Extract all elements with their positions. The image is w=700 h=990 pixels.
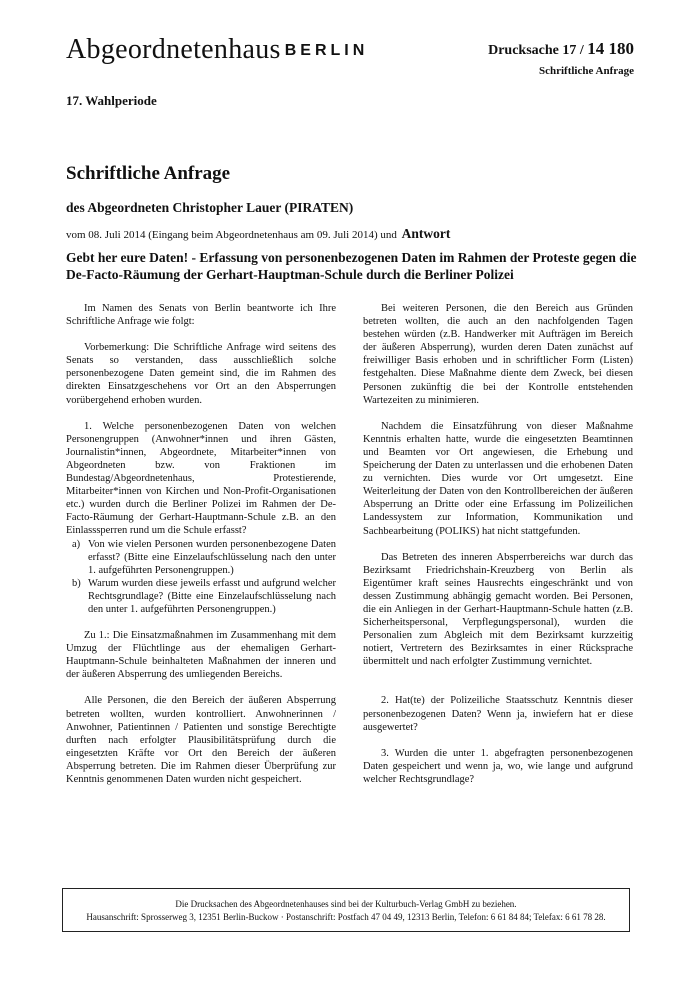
list-marker: b) <box>72 577 81 589</box>
preliminary-remark: Vorbemerkung: Die Schriftliche Anfrage wird seitens des Senats so verstanden, dass ausschließlich solche personenbezogene Daten gemeint sind, die im Rahmen des direkten Einsatzgeschehens vor Ort an den Absperrungen vorübergehend erhoben wurden. <box>66 342 336 406</box>
intro-paragraph: Im Namen des Senats von Berlin beantworte ich Ihre Schriftliche Anfrage wie folgt: <box>66 303 336 328</box>
list-text: Von wie vielen Personen wurden personenbezogene Daten erfasst? (Bitte eine Einzelaufschlüsselung nach den unter 1. aufgeführten Personengruppen.) <box>88 538 336 576</box>
document-type: Schriftliche Anfrage <box>538 65 634 77</box>
footer-line-2: Hausanschrift: Sprosserweg 3, 12351 Berlin-Buckow · Postanschrift: Postfach 47 04 49, 12313 Berlin, Telefon: 6 61 84 84; Telefax: 6 61 78 28. <box>86 912 606 922</box>
list-item <box>66 538 336 577</box>
page-subtitle: des Abgeordneten Christopher Lauer (PIRATEN) <box>66 200 354 215</box>
page-title: Schriftliche Anfrage <box>66 163 231 184</box>
list-item <box>66 577 336 616</box>
question-3: 3. Wurden die unter 1. abgefragten personenbezogenen Daten gespeichert und wenn ja, wo, wie lange und aufgrund welcher Rechtsgrundlage? <box>363 747 633 785</box>
paragraph: Nachdem die Einsatzführung von dieser Maßnahme Kenntnis erhalten hatte, wurde die eingesetzten Beamtinnen und Beamten vor Ort angewiesen, die Erhebung und Speicherung der Daten zu unterlassen und die erhobenen Daten zu vernichten. Dies wurde vor Ort umgesetzt. Eine Weiterleitung der Daten von den Kontrollbereichen der äußeren Absperrung an Dritte oder eine Erfassung im Polizeilichen Landessystem zur Information, Kommunikation und Sachbearbeitung (POLIKS) hat nicht stattgefunden. <box>363 420 633 537</box>
brand-city: BERLIN <box>284 42 369 59</box>
question-2: 2. Hat(te) der Polizeiliche Staatsschutz Kenntnis dieser personenbezogenen Daten? Wenn ja, inwiefern hat er diese ausgewertet? <box>363 695 633 733</box>
question-1-subitems <box>66 538 336 617</box>
question-1: 1. Welche personenbezogenen Daten von welchen Personengruppen (Anwohner*innen und ihren Gästen, Journalistin*innen, Abgeordnete, Mitarbeiter*innen von Abgeordneten bzw. von Fraktionen im Bundestag/Abgeordnetenhaus, Protestierende, Mitarbeiter*innen von Kirchen und Non-Profit-Organisationen etc.) wurden durch die Berliner Polizei im Rahmen der De-Facto-Räumung der Gerhart-Hauptmann-Schule z.B. an den Einlasssperren rund um die Schule erfasst? <box>66 420 336 537</box>
left-column <box>66 302 336 799</box>
footer-box <box>62 888 630 932</box>
list-marker: a) <box>72 538 81 550</box>
footer-line-1: Die Drucksachen des Abgeordnetenhauses sind bei der Kulturbuch-Verlag GmbH zu beziehen. <box>175 899 517 909</box>
headline: Gebt her eure Daten! - Erfassung von personenbezogenen Daten im Rahmen der Proteste gegen die De-Facto-Räumung der Gerhart-Hauptman-Schule durch die Berliner Polizei <box>66 250 637 282</box>
answer-1: Zu 1.: Die Einsatzmaßnahmen im Zusammenhang mit dem Umzug der Flüchtlinge aus der ehemaligen Gerhart-Hauptmann-Schule beinhalteten Maßnahmen der inneren und der äußeren Absperrung des umliegenden Bereichs. <box>66 630 336 681</box>
brand-name: Abgeordnetenhaus <box>66 34 281 65</box>
date-text: vom 08. Juli 2014 (Eingang beim Abgeordnetenhaus am 09. Juli 2014) und <box>66 229 397 241</box>
answer-1-continued: Alle Personen, die den Bereich der äußeren Absperrung betreten wollten, wurden kontrolliert. Anwohnerinnen / Anwohner, Patientinnen / Patienten und sonstige Berechtigte durften nach erfolgter Plausibilitätsprüfung durch die eingesetzten Kräfte vor Ort den Bereich der äußeren Absperrung betreten. Die im Rahmen dieser Überprüfung zur Kenntnis genommenen Daten wurden nicht gespeichert. <box>66 695 336 785</box>
list-text: Warum wurden diese jeweils erfasst und aufgrund welcher Rechtsgrundlage? (Bitte eine Einzelaufschlüsselung nach den unter 1. aufgeführten Personengruppen.) <box>88 577 336 615</box>
legislative-period: 17. Wahlperiode <box>66 93 157 108</box>
drucksache-number <box>488 40 634 58</box>
paragraph: Das Betreten des inneren Absperrbereichs war durch das Bezirksamt Friedrichshain-Kreuzberg von Berlin als Eigentümer kraft seines Hausrechts eingeschränkt und von dessen Zustimmung abhängig gemacht worden. Bei Personen, die ein Anliegen in der Gerhart-Hauptmann-Schule hatten (z.B. Sicherheitspersonal, Verpflegungspersonal), wurden die Personalien zum Abgleich mit dem Bezirksamt kurzzeitig notiert, Vertretern des Bezirksamtes in einer Rücksprache übermittelt und nach erfolgter Zustimmung vernichtet. <box>363 551 633 668</box>
paragraph: Bei weiteren Personen, die den Bereich aus Gründen betreten wollten, die auch an den nachfolgenden Tagen bestehen würden (z.B. Handwerker mit Aufträgen im Bereich der äußeren Absperrung), wurden deren Daten zunächst auf freiwilliger Basis erhoben und in schriftlicher Form (Listen) festgehalten. Diese Maßnahme diente dem Zweck, bei diesen Personen zukünftig die bei der Kontrolle entstehenden Wartezeiten zu minimieren. <box>363 303 633 406</box>
brand-logo <box>66 36 368 64</box>
answer-label: Antwort <box>401 226 451 241</box>
drucksache-label: Drucksache 17 / <box>488 43 584 58</box>
drucksache-value: 14 180 <box>587 39 634 58</box>
date-line <box>66 227 450 241</box>
right-column <box>363 302 633 799</box>
